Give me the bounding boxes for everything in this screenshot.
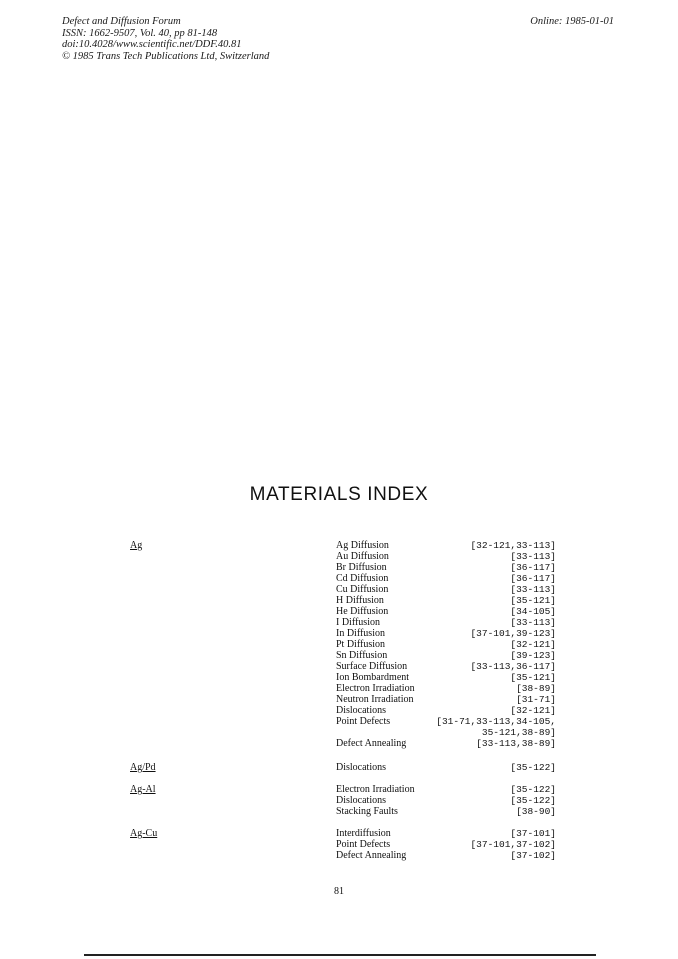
- entry-references: [31-71,33-113,34-105,: [436, 716, 556, 727]
- issn-line: ISSN: 1662-9507, Vol. 40, pp 81-148: [62, 27, 218, 39]
- entry-property: Stacking Faults: [336, 806, 398, 817]
- index-entry: [0, 562, 678, 573]
- entry-property: Point Defects: [336, 716, 391, 727]
- index-entry: [0, 716, 678, 727]
- index-entry: [0, 828, 678, 839]
- entry-property: Ion Bombardment: [336, 672, 410, 683]
- index-entry: [0, 705, 678, 716]
- entry-property: Electron Irradiation: [336, 784, 415, 795]
- entry-references: [39-123]: [510, 650, 556, 661]
- online-date: Online: 1985-01-01: [530, 16, 614, 27]
- index-entry: [0, 650, 678, 661]
- entry-property: Electron Irradiation: [336, 683, 415, 694]
- entry-references: [36-117]: [510, 562, 556, 573]
- doi-line: doi:10.4028/www.scientific.net/DDF.40.81: [62, 39, 242, 50]
- entry-property: Interdiffusion: [336, 828, 391, 839]
- index-entry: [0, 540, 678, 551]
- index-entry: [0, 584, 678, 595]
- entry-references: [31-71]: [516, 694, 556, 705]
- copyright-line: © 1985 Trans Tech Publications Ltd, Switzerland: [62, 50, 270, 62]
- material-name: Ag/Pd: [130, 762, 156, 773]
- journal-name: Defect and Diffusion Forum: [62, 16, 181, 27]
- entry-references: [35-121]: [510, 672, 556, 683]
- entry-references: [37-102]: [510, 850, 556, 861]
- entry-references: [33-113,36-117]: [470, 661, 556, 672]
- entry-property: Dislocations: [336, 795, 386, 806]
- index-entry: [0, 672, 678, 683]
- material-group: [0, 540, 678, 749]
- index-entry: [0, 573, 678, 584]
- entry-references: [36-117]: [510, 573, 556, 584]
- entry-references: [34-105]: [510, 606, 556, 617]
- entry-property: Neutron Irradiation: [336, 694, 414, 705]
- page-title: MATERIALS INDEX: [249, 484, 429, 505]
- material-group: [0, 828, 678, 861]
- entry-property: He Diffusion: [336, 606, 389, 617]
- index-entry: [0, 727, 678, 738]
- index-entry: [0, 694, 678, 705]
- entry-references: [33-113]: [510, 584, 556, 595]
- entry-references: [35-122]: [510, 784, 556, 795]
- entry-references: [32-121]: [510, 639, 556, 650]
- entry-property: Pt Diffusion: [336, 639, 385, 650]
- entry-property: Ag Diffusion: [336, 540, 389, 551]
- entry-property: Cu Diffusion: [336, 584, 389, 595]
- index-entry: [0, 683, 678, 694]
- entry-references: [37-101,37-102]: [470, 839, 556, 850]
- bottom-rule: [84, 954, 596, 956]
- material-name: Ag-Al: [130, 784, 156, 795]
- entry-references: [35-121]: [510, 595, 556, 606]
- material-group: [0, 784, 678, 817]
- entry-property: In Diffusion: [336, 628, 385, 639]
- entry-references: [37-101]: [510, 828, 556, 839]
- entry-references: [38-90]: [516, 806, 556, 817]
- entry-references: [37-101,39-123]: [470, 628, 556, 639]
- entry-references: [33-113,38-89]: [476, 738, 556, 749]
- entry-property: Sn Diffusion: [336, 650, 388, 661]
- entry-references: [33-113]: [510, 617, 556, 628]
- index-entry: [0, 762, 678, 773]
- index-entry: [0, 595, 678, 606]
- index-entry: [0, 795, 678, 806]
- entry-property: Au Diffusion: [336, 551, 389, 562]
- entry-property: Defect Annealing: [336, 738, 407, 749]
- entry-property: I Diffusion: [336, 617, 380, 628]
- entry-references: 35-121,38-89]: [481, 727, 556, 738]
- entry-property: Cd Diffusion: [336, 573, 389, 584]
- index-entry: [0, 551, 678, 562]
- entry-references: [35-122]: [510, 762, 556, 773]
- entry-property: H Diffusion: [336, 595, 384, 606]
- index-entry: [0, 839, 678, 850]
- entry-property: Dislocations: [336, 762, 386, 773]
- index-entry: [0, 661, 678, 672]
- page-number: 81: [334, 886, 344, 897]
- material-group: [0, 762, 678, 773]
- journal-header: [62, 16, 269, 62]
- index-entry: [0, 606, 678, 617]
- index-entry: [0, 639, 678, 650]
- index-entry: [0, 850, 678, 861]
- index-entry: [0, 617, 678, 628]
- entry-references: [38-89]: [516, 683, 556, 694]
- material-name: Ag-Cu: [130, 828, 158, 839]
- entry-property: Surface Diffusion: [336, 661, 408, 672]
- index-entry: [0, 784, 678, 795]
- entry-references: [35-122]: [510, 795, 556, 806]
- entry-references: [33-113]: [510, 551, 556, 562]
- entry-references: [32-121]: [510, 705, 556, 716]
- material-name: Ag: [130, 540, 143, 551]
- index-entry: [0, 628, 678, 639]
- entry-property: Dislocations: [336, 705, 386, 716]
- entry-property: Defect Annealing: [336, 850, 407, 861]
- index-entry: [0, 738, 678, 749]
- entry-references: [32-121,33-113]: [470, 540, 556, 551]
- entry-property: Point Defects: [336, 839, 391, 850]
- entry-property: Br Diffusion: [336, 562, 387, 573]
- index-entry: [0, 806, 678, 817]
